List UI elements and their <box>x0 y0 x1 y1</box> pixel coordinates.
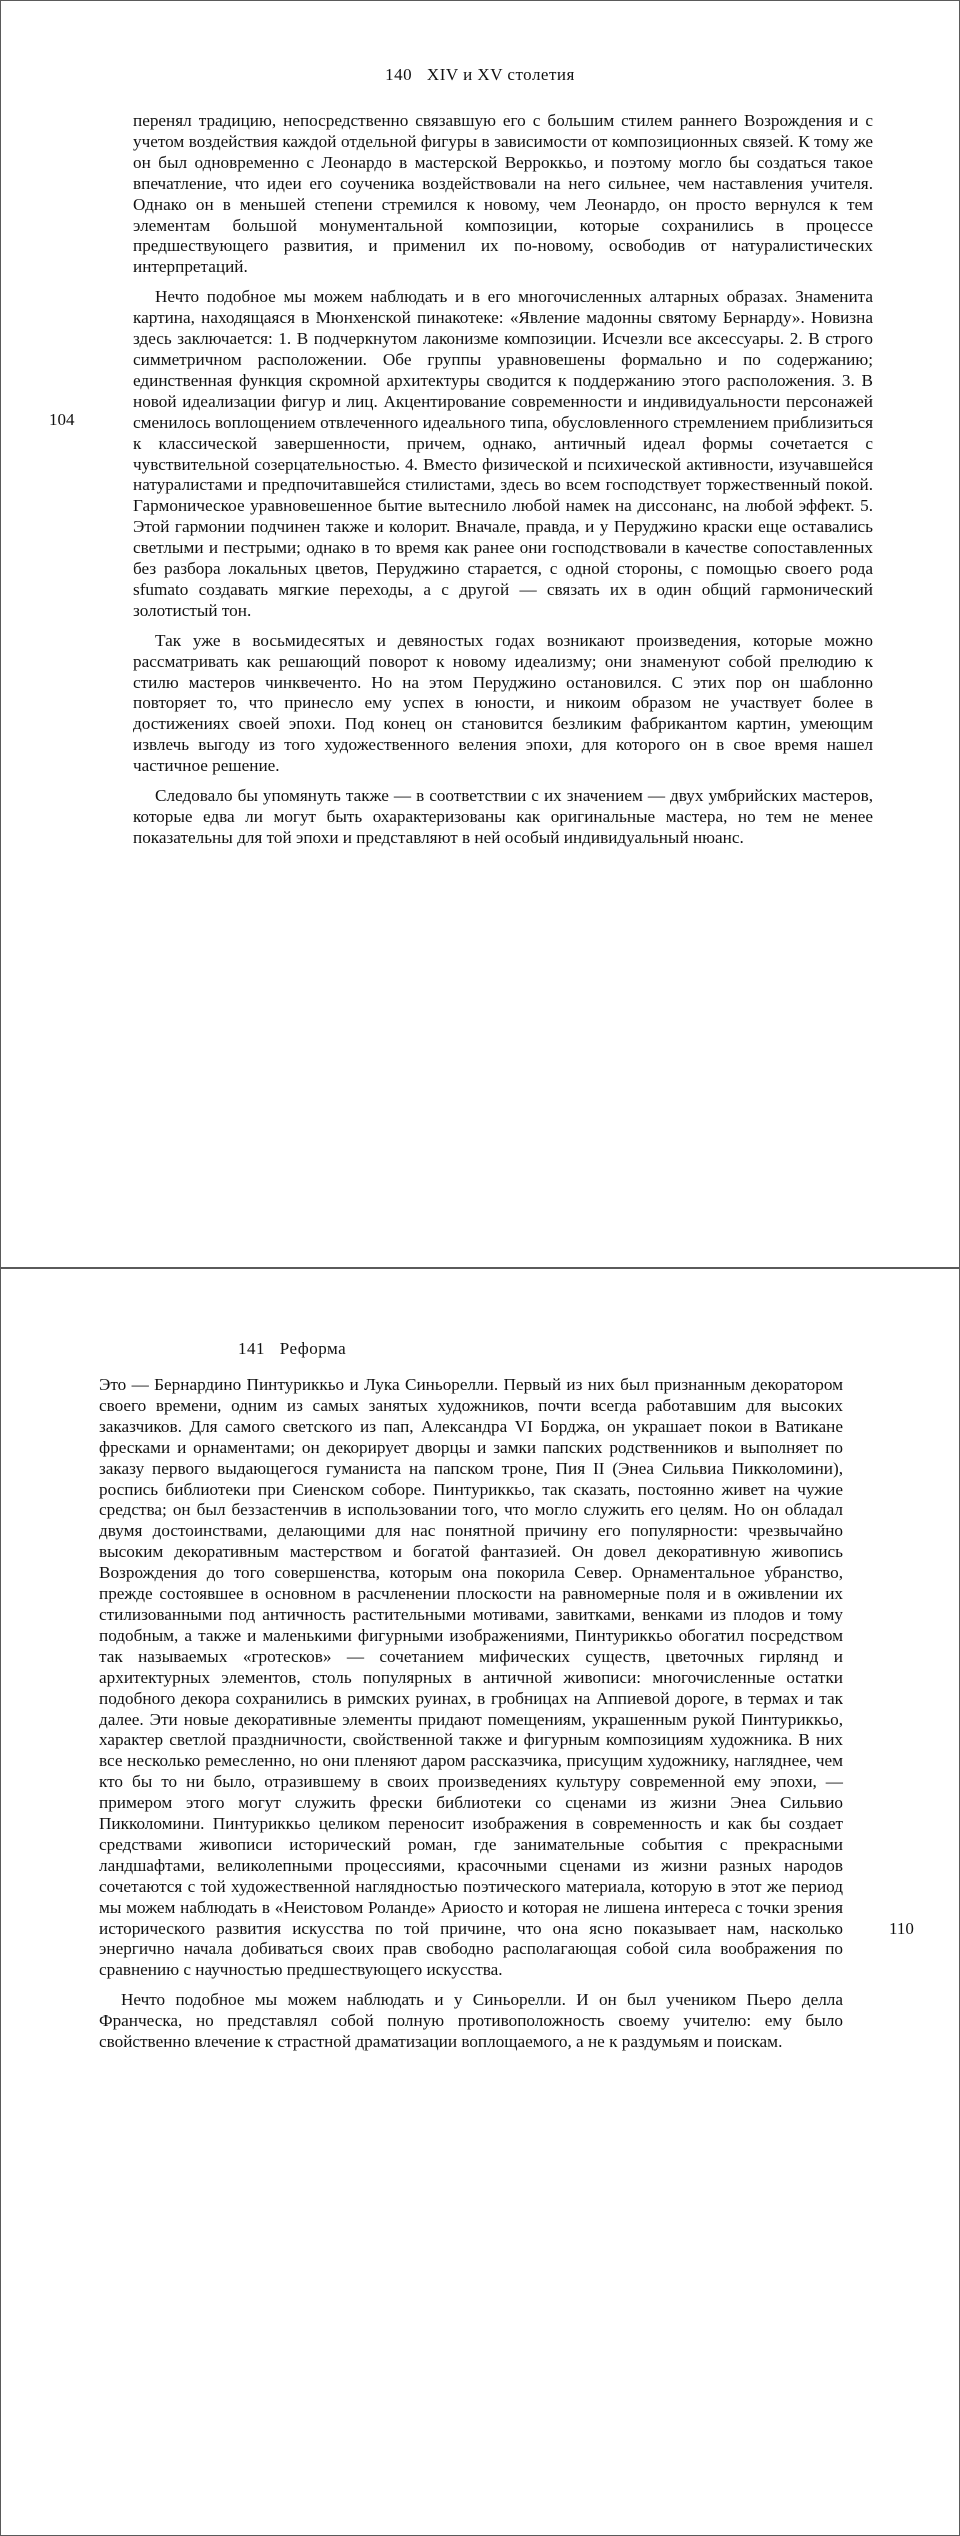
margin-note: 104 <box>49 410 75 429</box>
paragraph: Следовало бы упомянуть также — в соответствии с их значением — двух умбрийских мастеров, которые едва ли могут быть охарактеризованы как оригинальные мастера, но тем не менее показательны для той эпохи и представляют в ней особый индивидуальный нюанс. <box>133 786 873 847</box>
body-text <box>99 1375 843 2053</box>
paragraph: Так уже в восьмидесятых и девяностых годах возникают произведения, которые можно рассматривать как решающий поворот к новому идеализму; они знаменуют собой прелюдию к стилю мастеров чинквеченто. Но на этом Перуджино остановился. С этих пор он шаблонно повторяет то, что принесло ему успех в юности, и никоим образом не участвует более в достижениях своей эпохи. Под конец он становится безликим фабрикантом картин, умеющим извлечь выгоду из того художественного веления эпохи, для которого он в свое время нашел частичное решение. <box>133 630 873 776</box>
running-head <box>1 65 959 85</box>
body-text <box>133 111 873 849</box>
margin-note: 110 <box>889 1919 914 1938</box>
page-number: 140 <box>385 65 413 84</box>
running-head-title: XIV и XV столетия <box>426 65 575 84</box>
paragraph: Это — Бернардино Пинтуриккьо и Лука Синьорелли. Первый из них был признанным декоратором своего времени, одним из самых занятых художников, почти всегда работавшим для высоких заказчиков. Для самого светского из пап, Александра VI Борджа, он украшает покои в Ватикане фресками и орнаментами; он декорирует дворцы и замки папских родственников и выполняет по заказу первого выдающегося гуманиста на папском троне, Пия II (Энеа Сильвиа Пикколомини), роспись библиотеки при Сиенском соборе. Пинтуриккьо, так сказать, постоянно живет на чужие средства; он был беззастенчив в использовании того, что могло служить его целям. Но он обладал двумя достоинствами, делающими для нас понятной причину его популярности: чрезвычайно высоким декоративным мастерством и богатой фантазией. Он довел декоративную живопись Возрождения до того совершенства, которым она покорила Север. Орнаментальное убранство, прежде состоявшее в основном в расчленении плоскости на равномерные поля и в оживлении их стилизованными под античность растительными мотивами, завитками, венками из плодов и тому подобным, а также и маленькими фигурными изображениями, Пинтуриккьо обогатил посредством так называемых «гротесков» — сочетанием мифических существ, цветочных гирлянд и архитектурных элементов, столь популярных в античной живописи: многочисленные остатки подобного декора сохранились в римских руинах, в гробницах на Аппиевой дороге, в термах и так далее. Эти новые декоративные элементы придают помещениям, украшенным рукой Пинтуриккьо, характер светлой праздничности, свойственной также и фигурным композициям художника. В них все несколько ремесленно, но они пленяют даром рассказчика, присущим художнику, нагляднее, чем кто бы то ни было, отразившему в своих произведениях культуру современной ему эпохи, — примером этого могут служить фрески библиотеки со сценами из жизни Энеа Сильвио Пикколомини. Пинтуриккьо целиком переносит изображения в современность и как бы создает средствами живописи исторический роман, где занимательные события с прекрасными ландшафтами, великолепными процессиями, красочными сценами из жизни разных народов сочетаются с той художественной наглядностью поэтического материала, которую в этот же период мы можем наблюдать в «Неистовом Роланде» Ариосто и которая не лишена интереса с точки зрения исторического развития искусства по той причине, что она ясно показывает нам, насколько энергично начала добиваться своих прав свободно располагающая собой сила воображения по сравнению с научностью предшествующего искусства. <box>99 1375 843 1980</box>
paragraph: Нечто подобное мы можем наблюдать и в его многочисленных алтарных образах. Знаменита картина, находящаяся в Мюнхенской пинакотеке: «Явление мадонны святому Бернарду». Новизна здесь заключается: 1. В подчеркнутом лаконизме композиции. Исчезли все аксессуары. 2. В строго симметричном расположении. Обе группы уравновешены формально и по содержанию; единственная функция скромной архитектуры сводится к поддержанию этого расположения. 3. В новой идеализации фигур и лиц. Акцентирование современности и индивидуальности персонажей сменилось воплощением отвлеченного идеального типа, обусловленного стремлением приблизиться к классической завершенности, причем, однако, античный идеал формы сочетается с чувствительной созерцательностью. 4. Вместо физической и психической активности, изучавшейся натуралистами и предпочитавшейся стилистами, здесь во всем господствует торжественный покой. Гармоническое уравновешенное бытие вытеснило любой намек на диссонанс, на любой эффект. 5. Этой гармонии подчинен также и колорит. Вначале, правда, и у Перуджино краски еще оставались светлыми и пестрыми; однако в то время как ранее они господствовали в качестве сопоставленных без разбора локальных цветов, Перуджино старается, с одной стороны, с помощью своего рода sfumato создавать мягкие переходы, а с другой — связать их в один общий гармонический золотистый тон. <box>133 287 873 620</box>
page-141 <box>0 1268 960 2536</box>
running-head <box>238 1339 346 1359</box>
running-head-title: Реформа <box>279 1339 347 1358</box>
paragraph: перенял традицию, непосредственно связавшую его с большим стилем раннего Возрождения и с учетом воздействия каждой отдельной фигуры в зависимости от композиционных связей. К тому же он был одновременно с Леонардо в мастерской Верроккьо, и поэтому могло бы создаться такое впечатление, что идеи его соученика воздействовали на него сильнее, чем наставления учителя. Однако он в меньшей степени стремился к новому, чем Леонардо, он просто вернулся к тем элементам большой монументальной композиции, которые сохранились в процессе предшествующего развития, и применил их по-новому, освободив от натуралистических интерпретаций. <box>133 111 873 277</box>
page-number: 141 <box>238 1339 265 1358</box>
paragraph: Нечто подобное мы можем наблюдать и у Синьорелли. И он был учеником Пьеро делла Франческа, но представлял собой полную противоположность своему учителю: ему было свойственно влечение к страстной драматизации воплощаемого, а не к раздумьям и поискам. <box>99 1990 843 2052</box>
